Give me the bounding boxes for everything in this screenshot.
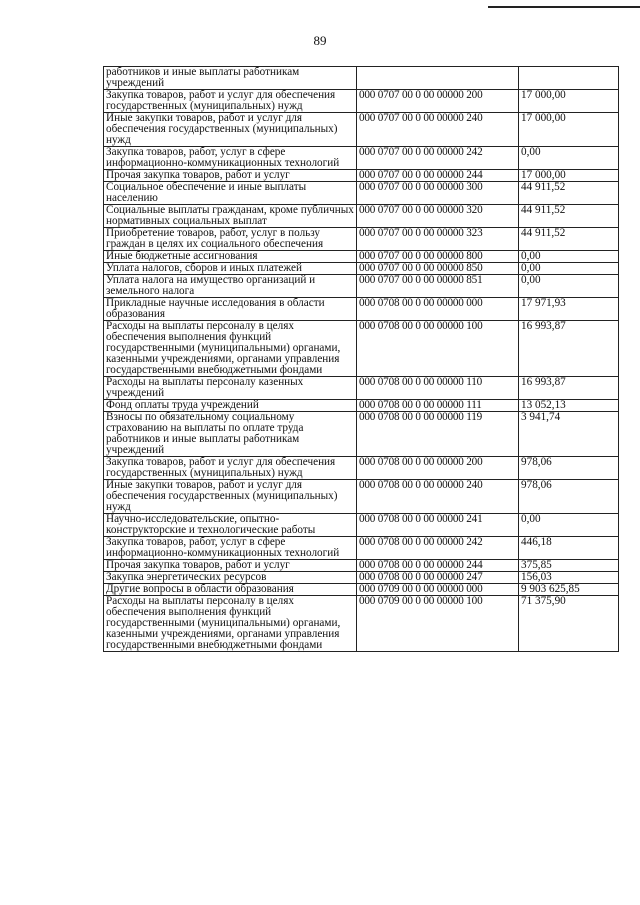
row-code-cell: 000 0708 00 0 00 00000 244 xyxy=(357,560,519,572)
row-code-cell: 000 0707 00 0 00 00000 851 xyxy=(357,275,519,298)
top-rule xyxy=(488,6,640,8)
table-row xyxy=(104,67,619,90)
row-code-cell: 000 0709 00 0 00 00000 000 xyxy=(357,584,519,596)
table-row xyxy=(104,377,619,400)
page-number: 89 xyxy=(313,33,327,48)
row-code-cell: 000 0708 00 0 00 00000 110 xyxy=(357,377,519,400)
row-name-cell: Уплата налогов, сборов и иных платежей xyxy=(104,263,357,275)
row-code-cell: 000 0708 00 0 00 00000 200 xyxy=(357,457,519,480)
table-row xyxy=(104,321,619,377)
table-row xyxy=(104,412,619,457)
table-row xyxy=(104,147,619,170)
row-amount-cell: 0,00 xyxy=(519,263,619,275)
row-name-cell: Взносы по обязательному социальному страхованию на выплаты по оплате труда работников и иные выплаты работникам учреждений xyxy=(104,412,357,457)
table-row xyxy=(104,298,619,321)
row-name-cell: работников и иные выплаты работникам учреждений xyxy=(104,67,357,90)
row-name-cell: Социальное обеспечение и иные выплаты населению xyxy=(104,182,357,205)
row-name-cell: Уплата налога на имущество организаций и земельного налога xyxy=(104,275,357,298)
table-row xyxy=(104,560,619,572)
row-amount-cell: 156,03 xyxy=(519,572,619,584)
row-code-cell: 000 0707 00 0 00 00000 240 xyxy=(357,113,519,147)
table-row xyxy=(104,263,619,275)
row-name-cell: Иные закупки товаров, работ и услуг для обеспечения государственных (муниципальных) нужд xyxy=(104,113,357,147)
row-code-cell: 000 0707 00 0 00 00000 244 xyxy=(357,170,519,182)
row-amount-cell: 375,85 xyxy=(519,560,619,572)
row-name-cell: Расходы на выплаты персоналу в целях обеспечения выполнения функций государственными (муниципальными) органами, казенными учреждениями, органами управления государственными внебюджетными фондами xyxy=(104,596,357,652)
row-amount-cell: 71 375,90 xyxy=(519,596,619,652)
row-amount-cell: 17 971,93 xyxy=(519,298,619,321)
row-code-cell xyxy=(357,67,519,90)
row-amount-cell: 3 941,74 xyxy=(519,412,619,457)
row-name-cell: Социальные выплаты гражданам, кроме публичных нормативных социальных выплат xyxy=(104,205,357,228)
table-row xyxy=(104,228,619,251)
row-code-cell: 000 0708 00 0 00 00000 000 xyxy=(357,298,519,321)
row-amount-cell: 13 052,13 xyxy=(519,400,619,412)
table-row xyxy=(104,251,619,263)
row-name-cell: Расходы на выплаты персоналу в целях обеспечения выполнения функций государственными (муниципальными) органами, казенными учреждениями, органами управления государственными внебюджетными фондами xyxy=(104,321,357,377)
row-code-cell: 000 0707 00 0 00 00000 850 xyxy=(357,263,519,275)
row-code-cell: 000 0709 00 0 00 00000 100 xyxy=(357,596,519,652)
table-row xyxy=(104,584,619,596)
row-code-cell: 000 0707 00 0 00 00000 200 xyxy=(357,90,519,113)
table-row xyxy=(104,90,619,113)
row-amount-cell: 446,18 xyxy=(519,537,619,560)
row-name-cell: Другие вопросы в области образования xyxy=(104,584,357,596)
table-row xyxy=(104,596,619,652)
row-amount-cell: 9 903 625,85 xyxy=(519,584,619,596)
row-name-cell: Закупка товаров, работ и услуг для обеспечения государственных (муниципальных) нужд xyxy=(104,90,357,113)
row-amount-cell: 17 000,00 xyxy=(519,113,619,147)
row-amount-cell: 0,00 xyxy=(519,275,619,298)
table-row xyxy=(104,170,619,182)
row-name-cell: Прикладные научные исследования в области образования xyxy=(104,298,357,321)
row-amount-cell: 978,06 xyxy=(519,480,619,514)
row-name-cell: Расходы на выплаты персоналу казенных учреждений xyxy=(104,377,357,400)
row-amount-cell: 44 911,52 xyxy=(519,228,619,251)
row-name-cell: Прочая закупка товаров, работ и услуг xyxy=(104,560,357,572)
row-code-cell: 000 0707 00 0 00 00000 300 xyxy=(357,182,519,205)
row-name-cell: Научно-исследовательские, опытно-конструкторские и технологические работы xyxy=(104,514,357,537)
row-name-cell: Иные бюджетные ассигнования xyxy=(104,251,357,263)
row-amount-cell: 44 911,52 xyxy=(519,182,619,205)
table-row xyxy=(104,572,619,584)
row-code-cell: 000 0708 00 0 00 00000 240 xyxy=(357,480,519,514)
row-code-cell: 000 0707 00 0 00 00000 242 xyxy=(357,147,519,170)
row-code-cell: 000 0708 00 0 00 00000 247 xyxy=(357,572,519,584)
row-amount-cell: 0,00 xyxy=(519,514,619,537)
row-name-cell: Прочая закупка товаров, работ и услуг xyxy=(104,170,357,182)
row-amount-cell: 0,00 xyxy=(519,147,619,170)
row-code-cell: 000 0708 00 0 00 00000 100 xyxy=(357,321,519,377)
budget-table-body xyxy=(104,67,619,652)
row-amount-cell: 16 993,87 xyxy=(519,321,619,377)
table-row xyxy=(104,457,619,480)
row-code-cell: 000 0708 00 0 00 00000 111 xyxy=(357,400,519,412)
row-amount-cell: 16 993,87 xyxy=(519,377,619,400)
row-code-cell: 000 0708 00 0 00 00000 242 xyxy=(357,537,519,560)
row-name-cell: Иные закупки товаров, работ и услуг для обеспечения государственных (муниципальных) нужд xyxy=(104,480,357,514)
row-name-cell: Закупка товаров, работ, услуг в сфере информационно-коммуникационных технологий xyxy=(104,147,357,170)
row-name-cell: Закупка товаров, работ, услуг в сфере информационно-коммуникационных технологий xyxy=(104,537,357,560)
table-row xyxy=(104,400,619,412)
table-row xyxy=(104,537,619,560)
row-name-cell: Приобретение товаров, работ, услуг в пользу граждан в целях их социального обеспечения xyxy=(104,228,357,251)
row-code-cell: 000 0707 00 0 00 00000 323 xyxy=(357,228,519,251)
row-code-cell: 000 0708 00 0 00 00000 119 xyxy=(357,412,519,457)
row-code-cell: 000 0707 00 0 00 00000 320 xyxy=(357,205,519,228)
table-row xyxy=(104,480,619,514)
row-amount-cell: 978,06 xyxy=(519,457,619,480)
table-row xyxy=(104,514,619,537)
budget-table xyxy=(103,66,619,652)
row-code-cell: 000 0708 00 0 00 00000 241 xyxy=(357,514,519,537)
row-amount-cell: 44 911,52 xyxy=(519,205,619,228)
table-row xyxy=(104,205,619,228)
row-name-cell: Фонд оплаты труда учреждений xyxy=(104,400,357,412)
row-name-cell: Закупка энергетических ресурсов xyxy=(104,572,357,584)
table-row xyxy=(104,182,619,205)
row-code-cell: 000 0707 00 0 00 00000 800 xyxy=(357,251,519,263)
row-amount-cell xyxy=(519,67,619,90)
row-amount-cell: 17 000,00 xyxy=(519,170,619,182)
table-row xyxy=(104,113,619,147)
row-amount-cell: 17 000,00 xyxy=(519,90,619,113)
row-name-cell: Закупка товаров, работ и услуг для обеспечения государственных (муниципальных) нужд xyxy=(104,457,357,480)
row-amount-cell: 0,00 xyxy=(519,251,619,263)
table-row xyxy=(104,275,619,298)
